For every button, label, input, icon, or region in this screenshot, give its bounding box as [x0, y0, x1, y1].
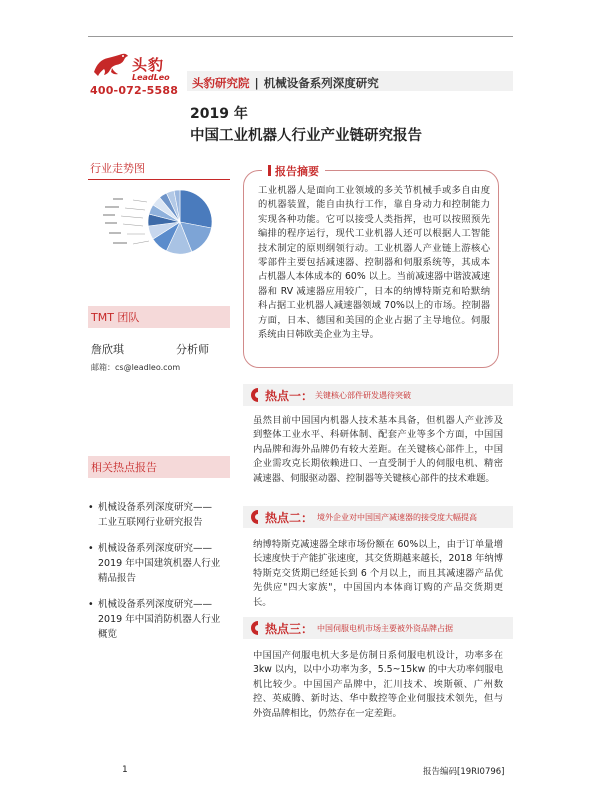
analyst-title: 分析师: [176, 343, 209, 356]
logo-english: LeadLeo: [132, 73, 170, 82]
summary-tag: [262, 163, 325, 179]
related-report-item[interactable]: • 机械设备系列深度研究—— 2019 年中国建筑机器人行业 精品报告: [88, 541, 263, 586]
related-reports-list: [88, 500, 263, 653]
trend-heading: 行业走势图: [88, 157, 230, 180]
pie-leader-lines: [103, 198, 149, 244]
hot-point-marker-icon: [249, 387, 259, 403]
report-year: 2019 年: [190, 106, 248, 122]
hot-point-marker-icon: [249, 620, 259, 636]
report-title: 中国工业机器人行业产业链研究报告: [190, 128, 422, 144]
summary-text: 工业机器人是面向工业领域的多关节机械手或多自由度的机器装置，能自由执行工作，靠自身动力和控制能力实现各种功能。它可以接受人类指挥，也可以按照预先编排的程序运行，现代工业机器人还可以根据人工智能技术制定的原则纲领行动。工业机器人产业链上游核心零部件主要包括减速器、控制器和伺服系统等，其成本占机器人本体成本的 60% 以上。当前减速器中谐波减速器和 RV 减速器应用较广，日本的纳博特斯克和哈默纳科占据工业机器人减速器领域 70%以上的市场。控制器方面，日本、德国和美国的企业占据了主导地位。伺服系统由日韩欧美企业为主导。: [258, 185, 490, 341]
pie-slices: [148, 190, 212, 254]
analyst-name: 詹欣琪: [91, 343, 124, 356]
hot-point-2-band: [243, 506, 513, 528]
page-number: 1: [122, 765, 128, 775]
logo-chinese: 头豹: [132, 56, 165, 74]
hot-point-3-band: [243, 617, 513, 639]
header-org: 头豹研究院: [192, 76, 250, 90]
hot-point-2-label: 热点二：: [265, 511, 314, 525]
header-separator: |: [254, 76, 259, 90]
header-line: [192, 75, 379, 91]
pie-slice: [180, 190, 212, 228]
phone-number: 400-072-5588: [90, 84, 179, 97]
report-code: 报告编码[19RI0796]: [423, 767, 505, 777]
related-heading: 相关热点报告: [88, 456, 230, 478]
hot-point-1-band: [243, 384, 513, 406]
hot-point-1-label: 热点一：: [265, 389, 314, 403]
hot-point-3-label: 热点三：: [265, 622, 314, 636]
hot-point-3-body: 中国国产伺服电机大多是仿制日系伺服电机设计，功率多在 3kw 以内，以中小功率为多，5.5~15kw 的中大功率伺服电机比较少。中国国产品牌中，汇川技术、埃斯顿、广州数控、英威腾、新时达、华中数控等企业伺服技术领先，但与外资品牌相比，仍然存在一定差距。: [253, 650, 503, 719]
summary-tag-label: 报告摘要: [275, 165, 319, 178]
hot-point-marker-icon: [249, 509, 259, 525]
hot-point-2-body: 纳博特斯克减速器全球市场份额在 60%以上，由于订单量增长速度快于产能扩张速度，其交货期越来越长，2018 年纳博特斯克交货期已经延长到 6 个月以上，而且其减速器产品优先供应"四大家族"，中国国内本体商订购的产品交货期更长。: [253, 539, 503, 608]
header-series: 机械设备系列深度研究: [263, 76, 379, 90]
hot-point-1-body: 虽然目前中国国内机器人技术基本具备，但机器人产业涉及到整体工业水平、科研体制、配套产业等多个方面，中国国内品牌和海外品牌仍有较大差距。在关键核心部件上，中国企业需攻克长期依赖进口、一直受制于人的伺服电机、精密减速器、伺服驱动器、控制器等关键核心部件的技术难题。: [253, 415, 503, 484]
pie-chart: [95, 188, 230, 258]
top-rule: [88, 36, 513, 37]
trend-chart: [95, 188, 230, 258]
leopard-icon: [92, 50, 130, 80]
analyst-email[interactable]: 邮箱：cs@leadleo.com: [91, 363, 181, 372]
related-report-item[interactable]: • 机械设备系列深度研究—— 2019 年中国消防机器人行业 概览: [88, 597, 263, 642]
hot-point-1-subtitle: 关键核心部件研发遇待突破: [315, 391, 411, 400]
hot-point-2-subtitle: 境外企业对中国国产减速器的接受度大幅提高: [317, 513, 477, 522]
related-report-item[interactable]: • 机械设备系列深度研究—— 工业互联网行业研究报告: [88, 500, 263, 530]
team-heading: TMT 团队: [88, 306, 230, 328]
hot-point-3-subtitle: 中国伺服电机市场主要被外资品牌占据: [317, 624, 453, 633]
summary-tag-bar: [268, 165, 271, 176]
